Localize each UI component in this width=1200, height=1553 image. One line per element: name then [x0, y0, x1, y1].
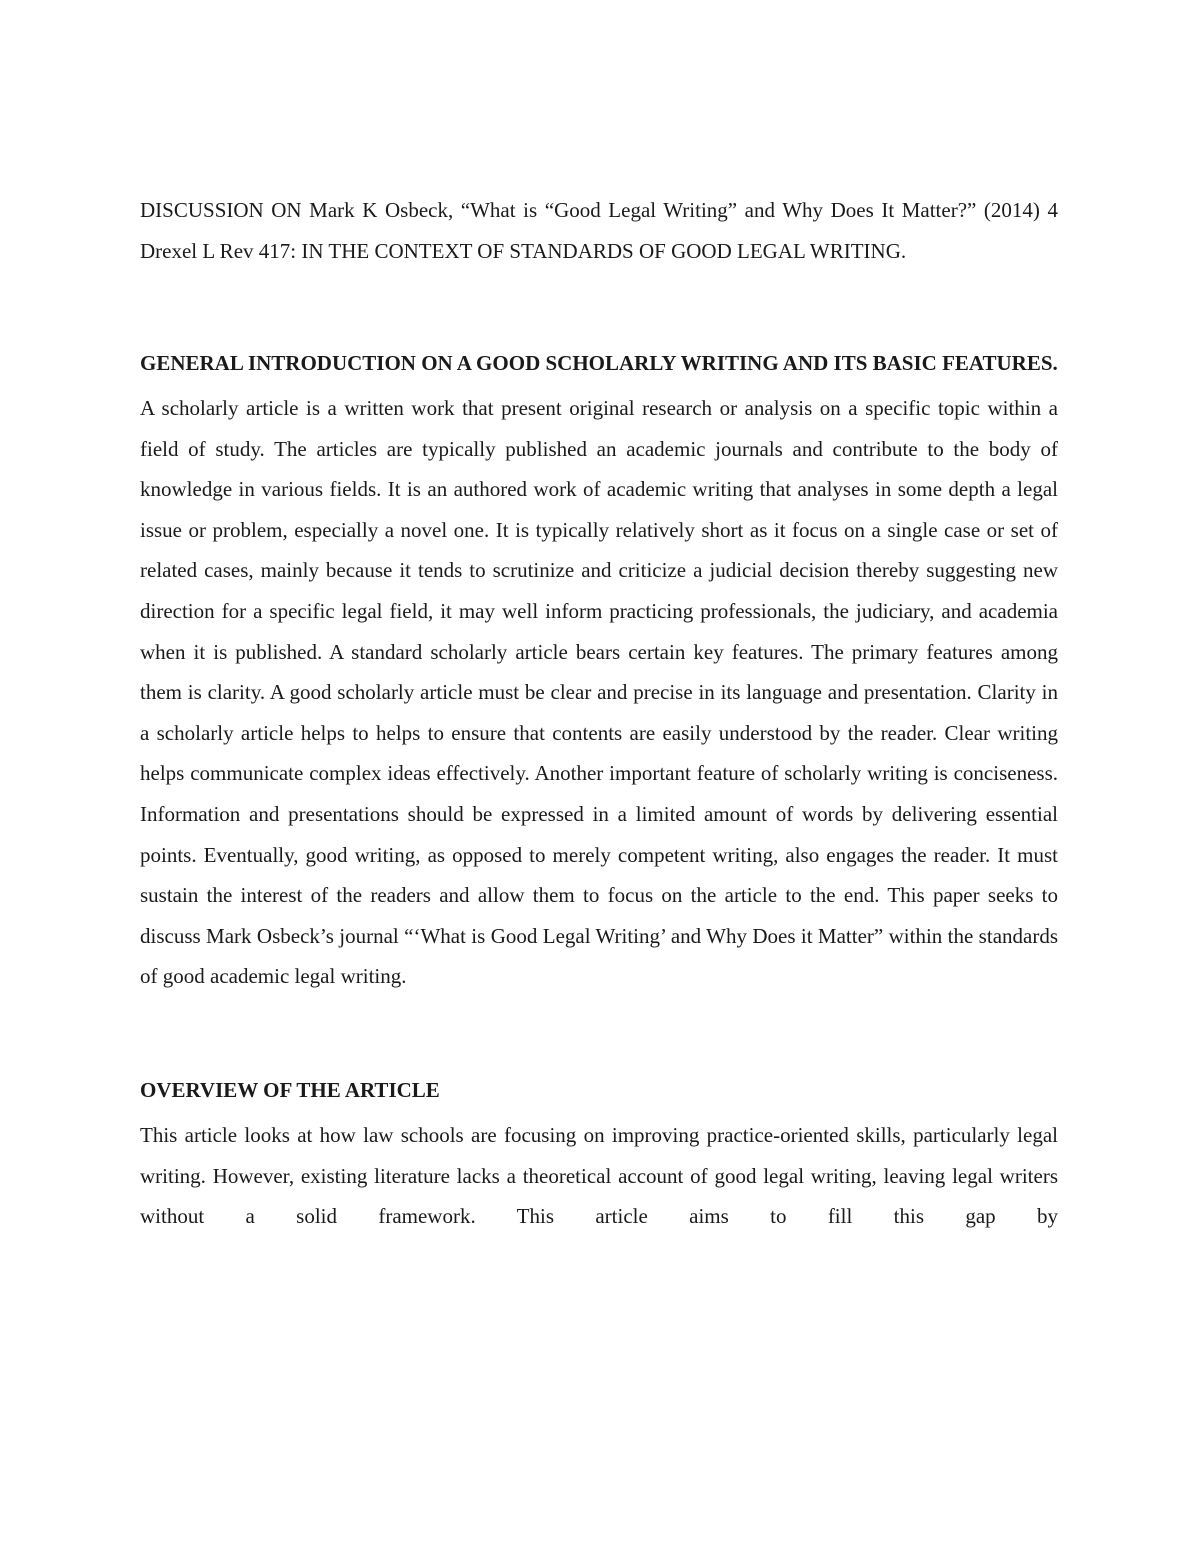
document-title: DISCUSSION ON Mark K Osbeck, “What is “Good Legal Writing” and Why Does It Matter?” (2014) 4 Drexel L Rev 417: IN THE CONTEXT OF STANDARDS OF GOOD LEGAL WRITING.	[140, 198, 1058, 263]
section-body-introduction: A scholarly article is a written work that present original research or analysis on a specific topic within a field of study. The articles are typically published an academic journals and contribute to the body of knowledge in various fields. It is an authored work of academic writing that analyses in some depth a legal issue or problem, especially a novel one. It is typically relatively short as it focus on a single case or set of related cases, mainly because it tends to scrutinize and criticize a judicial decision thereby suggesting new direction for a specific legal field, it may well inform practicing professionals, the judiciary, and academia when it is published. A standard scholarly article bears certain key features. The primary features among them is clarity. A good scholarly article must be clear and precise in its language and presentation. Clarity in a scholarly article helps to helps to ensure that contents are easily understood by the reader. Clear writing helps communicate complex ideas effectively. Another important feature of scholarly writing is conciseness. Information and presentations should be expressed in a limited amount of words by delivering essential points. Eventually, good writing, as opposed to merely competent writing, also engages the reader. It must sustain the interest of the readers and allow them to focus on the article to the end. This paper seeks to discuss Mark Osbeck’s journal “‘What is Good Legal Writing’ and Why Does it Matter” within the standards of good academic legal writing.	[140, 396, 1058, 989]
section-body-overview: This article looks at how law schools are focusing on improving practice-oriented skills, particularly legal writing. However, existing literature lacks a theoretical account of good legal writing, leaving legal writers without a solid framework. This article aims to fill this gap by	[140, 1122, 1058, 1229]
section-heading-introduction: GENERAL INTRODUCTION ON A GOOD SCHOLARLY WRITING AND ITS BASIC FEATURES.	[140, 351, 1058, 375]
section-heading-overview: OVERVIEW OF THE ARTICLE	[140, 1077, 440, 1102]
document-page	[140, 190, 1058, 1237]
